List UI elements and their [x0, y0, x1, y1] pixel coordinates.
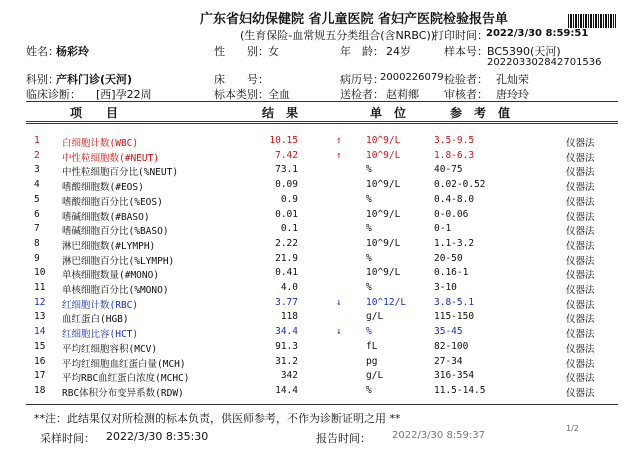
table-row: [0, 150, 640, 163]
col-header-ref: 参 考 值: [450, 106, 511, 120]
patient-dept: 产科门诊(天河): [56, 73, 133, 86]
name-label: 姓名：: [26, 45, 59, 58]
row-number: 12: [34, 296, 46, 308]
row-result: 0.01: [275, 208, 298, 220]
row-unit: %: [366, 223, 372, 235]
row-method: 仪器法: [566, 373, 595, 385]
tester-label: 检验者：: [444, 73, 488, 86]
diagnosis-label: 临床诊断：: [26, 88, 81, 101]
row-unit: 10^9/L: [366, 267, 401, 279]
patient-sex: 女: [268, 45, 279, 58]
report-title: 广东省妇幼保健院 省儿童医院 省妇产医院检验报告单: [200, 12, 509, 27]
row-number: 5: [34, 193, 40, 205]
row-item-name: 淋巴细胞数(#LYMPH): [62, 240, 156, 252]
row-item-name: 平均红细胞容积(MCV): [62, 343, 158, 355]
row-item-name: 嗜碱细胞百分比(%BASO): [62, 226, 169, 238]
row-method: 仪器法: [566, 314, 595, 326]
row-number: 8: [34, 237, 40, 249]
table-row: [0, 194, 640, 207]
row-method: 仪器法: [566, 167, 595, 179]
row-number: 17: [34, 370, 46, 382]
row-number: 18: [34, 384, 46, 396]
print-time-label: 打印时间：: [433, 29, 488, 42]
table-row: [0, 326, 640, 339]
row-unit: %: [366, 282, 372, 293]
row-reference: 20-50: [434, 252, 463, 264]
row-number: 2: [34, 149, 40, 161]
print-time: 2022/3/30 8:59:51: [486, 28, 589, 39]
table-row: [0, 135, 640, 148]
patient-name: 杨彩玲: [56, 45, 89, 58]
barcode-number: 202203302842701536: [487, 57, 602, 68]
row-number: 11: [34, 282, 46, 293]
row-method: 仪器法: [566, 343, 595, 355]
row-item-name: 单核细胞数量(#MONO): [62, 270, 160, 282]
row-result: 118: [280, 311, 298, 323]
table-row: [0, 385, 640, 398]
table-row: [0, 297, 640, 310]
row-method: 仪器法: [566, 387, 595, 399]
row-unit: pg: [366, 355, 378, 367]
row-unit: g/L: [366, 311, 384, 323]
row-reference: 1.8-6.3: [434, 149, 475, 161]
row-unit: fL: [366, 340, 378, 352]
row-reference: 11.5-14.5: [434, 384, 486, 396]
row-method: 仪器法: [566, 196, 595, 208]
row-reference: 0-0.06: [434, 208, 469, 220]
row-result: 2.22: [275, 237, 298, 249]
row-result: 21.9: [275, 252, 298, 264]
row-unit: 10^9/L: [366, 149, 401, 161]
reviewer: 唐玲玲: [496, 88, 529, 101]
row-item-name: 嗜酸细胞百分比(%EOS): [62, 196, 163, 208]
row-item-name: 红细胞计数(RBC): [62, 299, 139, 311]
table-row: [0, 223, 640, 236]
table-row: [0, 341, 640, 354]
row-number: 10: [34, 267, 46, 279]
row-unit: %: [366, 326, 372, 338]
row-flag-icon: ↑: [336, 135, 342, 146]
row-reference: 35-45: [434, 326, 463, 338]
row-item-name: 中性粒细胞百分比(%NEUT): [62, 167, 179, 179]
row-method: 仪器法: [566, 270, 595, 282]
row-unit: 10^9/L: [366, 135, 401, 146]
col-header-unit: 单 位: [370, 106, 407, 120]
row-reference: 40-75: [434, 164, 463, 176]
sender-label: 送检者：: [340, 88, 384, 101]
row-result: 7.42: [275, 149, 298, 161]
sample-no-label: 样本号：: [444, 45, 488, 58]
row-flag-icon: ↓: [336, 296, 342, 308]
barcode-icon: [568, 14, 616, 28]
sample-no: BC5390(天河): [487, 45, 561, 58]
table-row: [0, 370, 640, 383]
report-time: 2022/3/30 8:59:37: [392, 430, 486, 441]
row-number: 9: [34, 252, 40, 264]
row-flag-icon: ↓: [336, 326, 342, 338]
header-rule-bottom: [26, 121, 618, 124]
row-number: 1: [34, 135, 40, 146]
row-reference: 3.8-5.1: [434, 296, 475, 308]
row-item-name: 中性粒细胞数(#NEUT): [62, 152, 160, 164]
row-reference: 3-10: [434, 282, 457, 293]
row-unit: 10^9/L: [366, 208, 401, 220]
row-item-name: 嗜酸细胞数(#EOS): [62, 182, 144, 194]
row-number: 7: [34, 223, 40, 235]
table-row: [0, 209, 640, 222]
row-number: 15: [34, 340, 46, 352]
row-item-name: 平均红细胞血红蛋白量(MCH): [62, 358, 186, 370]
row-method: 仪器法: [566, 255, 595, 267]
patient-age: 24岁: [386, 45, 411, 58]
row-item-name: 红细胞比容(HCT): [62, 329, 139, 341]
row-item-name: 平均RBC血红蛋白浓度(MCHC): [62, 373, 190, 385]
row-number: 16: [34, 355, 46, 367]
row-unit: 10^12/L: [366, 296, 407, 308]
row-unit: %: [366, 384, 372, 396]
row-reference: 0.02-0.52: [434, 179, 486, 191]
row-result: 91.3: [275, 340, 298, 352]
row-item-name: RBC体积分布变异系数(RDW): [62, 387, 184, 399]
row-item-name: 淋巴细胞百分比(%LYMPH): [62, 255, 175, 267]
row-item-name: 单核细胞百分比(%MONO): [62, 285, 169, 296]
row-result: 342: [280, 370, 298, 382]
row-number: 14: [34, 326, 46, 338]
row-reference: 3.5-9.5: [434, 135, 475, 146]
sender: 赵莉鄉: [386, 88, 419, 101]
row-result: 0.41: [275, 267, 298, 279]
row-reference: 115-150: [434, 311, 475, 323]
row-result: 31.2: [275, 355, 298, 367]
row-result: 10.15: [269, 135, 298, 146]
row-result: 4.0: [280, 282, 298, 293]
row-unit: %: [366, 252, 372, 264]
sex-label: 性 别：: [214, 45, 269, 58]
specimen-label: 标本类别：: [214, 88, 269, 101]
row-number: 4: [34, 179, 40, 191]
row-method: 仪器法: [566, 299, 595, 311]
row-reference: 0-1: [434, 223, 452, 235]
row-method: 仪器法: [566, 285, 595, 296]
table-rule-bottom: [26, 404, 618, 405]
row-result: 73.1: [275, 164, 298, 176]
row-result: 0.1: [280, 223, 298, 235]
row-unit: %: [366, 193, 372, 205]
row-number: 3: [34, 164, 40, 176]
disclaimer-note: **注：此结果仅对所检测的标本负责，供医师参考，不作为诊断证明之用 **: [34, 412, 401, 425]
row-unit: %: [366, 164, 372, 176]
collect-time: 2022/3/30 8:35:30: [106, 430, 209, 443]
row-reference: 27-34: [434, 355, 463, 367]
record-no: 2000226079: [380, 72, 444, 83]
table-row: [0, 282, 640, 295]
row-method: 仪器法: [566, 138, 595, 149]
tester: 孔灿荣: [496, 73, 529, 86]
table-row: [0, 356, 640, 369]
table-row: [0, 253, 640, 266]
row-reference: 1.1-3.2: [434, 237, 475, 249]
row-result: 14.4: [275, 384, 298, 396]
row-reference: 0.16-1: [434, 267, 469, 279]
report-time-label: 报告时间：: [316, 432, 371, 445]
row-item-name: 白细胞计数(WBC): [62, 138, 139, 149]
row-flag-icon: ↑: [336, 149, 342, 161]
row-number: 13: [34, 311, 46, 323]
bed-label: 床 号：: [214, 73, 269, 86]
page-number: 1/2: [566, 424, 579, 433]
row-result: 3.77: [275, 296, 298, 308]
table-row: [0, 164, 640, 177]
record-label: 病历号：: [340, 73, 384, 86]
age-label: 年 龄：: [340, 45, 384, 58]
row-number: 6: [34, 208, 40, 220]
diagnosis: [西]孕22周: [96, 88, 152, 101]
row-unit: 10^9/L: [366, 179, 401, 191]
row-method: 仪器法: [566, 226, 595, 238]
row-method: 仪器法: [566, 329, 595, 341]
row-method: 仪器法: [566, 211, 595, 223]
row-reference: 82-100: [434, 340, 469, 352]
row-reference: 316-354: [434, 370, 475, 382]
table-row: [0, 311, 640, 324]
report-subtitle: (生育保险-血常规五分类组合(含NRBC)): [240, 29, 436, 42]
reviewer-label: 审核者：: [444, 88, 488, 101]
table-row: [0, 179, 640, 192]
row-unit: g/L: [366, 370, 384, 382]
row-reference: 0.4-8.0: [434, 193, 475, 205]
row-method: 仪器法: [566, 152, 595, 164]
row-result: 0.9: [280, 193, 298, 205]
col-header-item: 项 目: [70, 106, 119, 120]
row-unit: 10^9/L: [366, 237, 401, 249]
specimen: 全血: [268, 88, 290, 101]
col-header-result: 结 果: [262, 106, 299, 120]
row-result: 34.4: [275, 326, 298, 338]
collect-time-label: 采样时间：: [40, 432, 95, 445]
row-method: 仪器法: [566, 182, 595, 194]
row-item-name: 嗜碱细胞数(#BASO): [62, 211, 150, 223]
header-rule-top: [26, 101, 618, 102]
row-result: 0.09: [275, 179, 298, 191]
dept-label: 科别：: [26, 73, 59, 86]
table-row: [0, 238, 640, 251]
row-item-name: 血红蛋白(HGB): [62, 314, 129, 326]
table-row: [0, 267, 640, 280]
row-method: 仪器法: [566, 240, 595, 252]
row-method: 仪器法: [566, 358, 595, 370]
